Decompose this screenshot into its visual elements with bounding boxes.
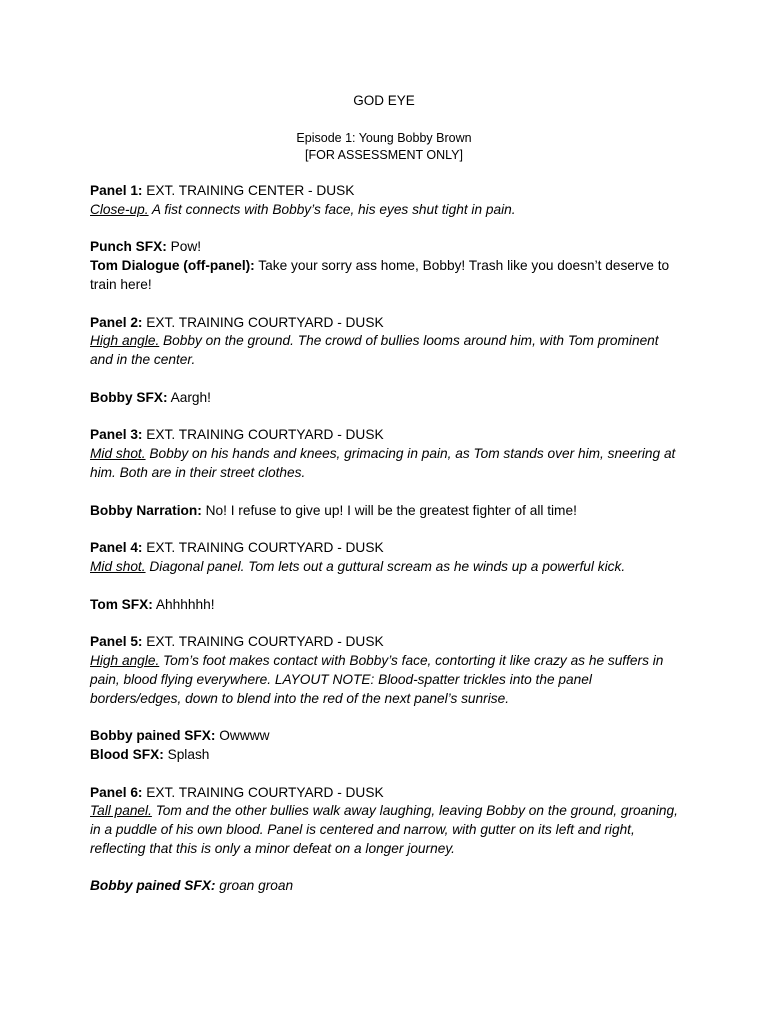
panel-2-heading (90, 314, 684, 333)
panel-6-heading (90, 784, 684, 803)
bobby-pained-sfx-line (90, 727, 684, 746)
panel-description: Bobby on his hands and knees, grimacing in pain, as Tom stands over him, sneering at him. Both are in their street clothes. (90, 446, 676, 480)
panel-1-heading (90, 182, 684, 201)
bobby-pained-sfx-line-2 (90, 877, 684, 896)
shot-type: Tall panel. (90, 803, 152, 819)
shot-type: High angle. (90, 333, 160, 349)
panel-location: EXT. TRAINING COURTYARD - DUSK (142, 540, 384, 556)
line-label: Blood SFX: (90, 746, 164, 762)
shot-type: Mid shot. (90, 446, 146, 462)
line-label: Tom SFX: (90, 596, 153, 612)
panel-location: EXT. TRAINING COURTYARD - DUSK (142, 314, 384, 330)
tom-sfx-line (90, 596, 684, 615)
panel-location: EXT. TRAINING COURTYARD - DUSK (142, 427, 384, 443)
shot-type: High angle. (90, 652, 160, 668)
panel-5-heading (90, 633, 684, 652)
bobby-narration-line (90, 502, 684, 521)
panel-label: Panel 6: (90, 784, 143, 800)
panel-4-heading (90, 539, 684, 558)
line-text: Splash (163, 746, 210, 762)
line-label: Bobby pained SFX: (90, 728, 216, 744)
panel-description: Bobby on the ground. The crowd of bullies looms around him, with Tom prominent and in the center. (90, 333, 659, 368)
shot-type: Mid shot. (90, 558, 146, 574)
line-text: Ahhhhhh! (152, 596, 215, 612)
panel-4-description (90, 558, 684, 577)
line-text: groan groan (215, 878, 294, 894)
blood-sfx-line (90, 746, 684, 765)
panel-description: Tom and the other bullies walk away laughing, leaving Bobby on the ground, groaning, in a puddle of his own blood. Panel is centered and narrow, with gutter on its left and right, reflecting that this is only a minor defeat on a longer journey. (90, 803, 678, 856)
panel-label: Panel 3: (90, 427, 143, 443)
line-text: Aargh! (167, 389, 211, 405)
line-label: Bobby Narration: (90, 502, 202, 518)
panel-description: Tom’s foot makes contact with Bobby’s face, contorting it like crazy as he suffers in pain, blood flying everywhere. LAYOUT NOTE: Blood-spatter trickles into the panel borders/edges, down to blend into the red of the next panel’s sunrise. (90, 652, 664, 706)
line-text: No! I refuse to give up! I will be the greatest fighter of all time! (201, 502, 577, 518)
panel-3-description (90, 445, 684, 483)
line-label: Punch SFX: (90, 239, 167, 255)
panel-label: Panel 2: (90, 314, 143, 330)
panel-location: EXT. TRAINING COURTYARD - DUSK (142, 634, 384, 650)
panel-6-description (90, 802, 684, 858)
assessment-note: [FOR ASSESSMENT ONLY] (305, 148, 463, 162)
panel-location: EXT. TRAINING CENTER - DUSK (142, 183, 355, 198)
panel-3-heading (90, 426, 684, 445)
line-text: Owwww (215, 728, 270, 744)
panel-location: EXT. TRAINING COURTYARD - DUSK (142, 784, 384, 800)
line-text: Pow! (166, 239, 202, 255)
panel-description: Diagonal panel. Tom lets out a guttural scream as he winds up a powerful kick. (145, 558, 626, 574)
panel-1-description (90, 201, 684, 220)
punch-sfx-line (90, 238, 684, 257)
panel-2-description (90, 332, 684, 370)
line-text: Take your sorry ass home, Bobby! Trash like you doesn’t deserve to train here! (90, 258, 670, 292)
shot-type: Close-up. (90, 201, 149, 217)
bobby-sfx-line (90, 389, 684, 408)
line-label: Bobby pained SFX: (90, 878, 216, 894)
tom-dialogue-line (90, 257, 684, 295)
panel-5-description (90, 652, 684, 708)
panel-label: Panel 4: (90, 540, 143, 556)
document-title: GOD EYE (353, 93, 415, 108)
panel-description: A fist connects with Bobby’s face, his eyes shut tight in pain. (148, 201, 516, 217)
panel-label: Panel 5: (90, 634, 143, 650)
script-body (90, 182, 684, 896)
panel-label: Panel 1: (90, 183, 143, 198)
line-label: Bobby SFX: (90, 389, 168, 405)
episode-title: Episode 1: Young Bobby Brown (296, 131, 472, 145)
line-label: Tom Dialogue (off-panel): (90, 258, 255, 274)
